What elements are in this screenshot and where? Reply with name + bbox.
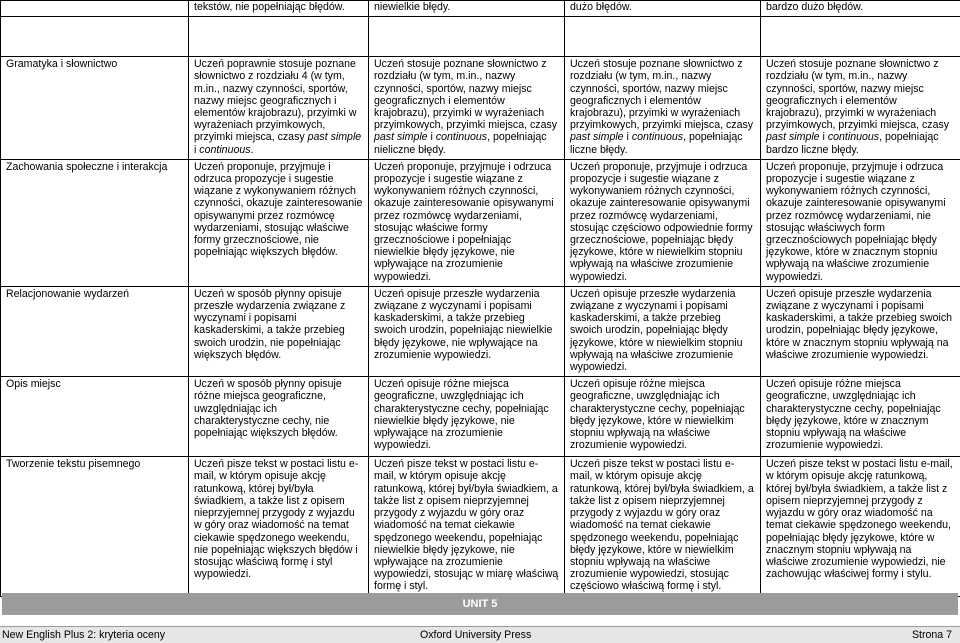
cell-text: Uczeń poprawnie stosuje poznane słownictwo z rozdziału 4 (w tym, m.in., nazwy czynności, sportów, nazwy miejsc geograficznych i elementów krajobrazu), przyimki w wyrażeniach przyimkowych, przyimki miejsca, czasy — [194, 58, 357, 144]
cell-text: Uczeń pisze tekst w postaci listu e-mail, w którym opisuje akcję ratunkową, której był/była świadkiem, a także list z opisem nieprzyjemnej przygody z wyjazdu w góry oraz wiadomość na temat ciekawie spędzonego weekendu, popełniając niewielkie błędy językowe, nie wpływające na zrozumienie wypowiedzi, stosując w miarę właściwą formę i styl. — [374, 458, 559, 593]
header-cell-grade-4: bardzo dużo błędów. — [761, 1, 960, 17]
criteria-cell — [565, 159, 761, 286]
cell-text: Uczeń stosuje poznane słownictwo z rozdziału (w tym, m.in., nazwy czynności, sportów, nazwy miejsc geograficznych i elementów krajobrazu), przyimki w wyrażeniach przyimkowych, przyimki miejsca, czasy — [570, 58, 754, 132]
spacer-cell — [1, 17, 189, 57]
cell-text: Uczeń opisuje różne miejsca geograficzne, uwzględniając ich charakterystyczne cechy, popełniając błędy językowe, które w niewielkim stopniu wpływają na właściwe zrozumienie wypowiedzi. — [570, 378, 745, 452]
header-row — [1, 1, 960, 17]
cell-text: i — [819, 131, 828, 144]
criteria-cell — [189, 57, 369, 160]
criteria-cell — [189, 457, 369, 596]
spacer-cell — [369, 17, 565, 57]
cell-text: . — [250, 143, 254, 156]
criteria-table-body — [1, 1, 960, 597]
criteria-cell — [761, 57, 960, 160]
italic-term: continuous — [827, 131, 880, 144]
criteria-cell — [369, 286, 565, 376]
criteria-category: Gramatyka i słownictwo — [1, 57, 189, 160]
cell-text: Uczeń opisuje przeszłe wydarzenia związane z wyczynami i popisami kaskaderskimi, a także przebieg swoich urodzin, popełniając błędy językowe, które w znacznym stopniu wpływają na właściwe zrozumienie wypowiedzi. — [766, 287, 953, 361]
italic-term: continuous — [631, 131, 684, 144]
italic-term: past simple — [307, 131, 362, 144]
criteria-cell — [565, 57, 761, 160]
criteria-cell — [761, 286, 960, 376]
cell-text: , popełniając liczne błędy. — [570, 131, 743, 156]
header-cell-category — [1, 1, 189, 17]
criteria-cell — [369, 457, 565, 596]
criteria-category: Relacjonowanie wydarzeń — [1, 286, 189, 376]
italic-term: continuous — [199, 143, 251, 156]
criteria-cell — [189, 159, 369, 286]
header-cell-grade-2: niewielkie błędy. — [369, 1, 565, 17]
cell-text: Uczeń opisuje różne miejsca geograficzne, uwzględniając ich charakterystyczne cechy, popełniając błędy językowe, które w znacznym stopniu wpływają na właściwe zrozumienie wypowiedzi. — [766, 378, 941, 452]
criteria-cell — [189, 286, 369, 376]
footer-page-number: Strona 7 — [911, 629, 952, 641]
criteria-cell — [761, 159, 960, 286]
criteria-row — [1, 57, 960, 160]
criteria-cell — [565, 286, 761, 376]
cell-text: Uczeń pisze tekst w postaci listu e-mail, w którym opisuje akcję ratunkową, której był/była świadkiem, a także list z opisem nieprzyjemnej przygody z wyjazdu w góry oraz wiadomość na temat ciekawie spędzonego weekendu, popełniając błędy językowe, które w znacznym stopniu wpływają na właściwe zrozumienie wypowiedzi, nie zachowując właściwej formy i stylu. — [766, 458, 953, 581]
cell-text: i — [427, 131, 436, 144]
cell-text: Uczeń proponuje, przyjmuje i odrzuca propozycje i sugestie wiązane z wykonywaniem różnych czynności, okazuje zainteresowanie opisywanymi przez rozmówcę wydarzeniami, stosując właściwe formy grzecznościowe i popełniając niewielkie błędy językowe, nie wpływające na zrozumienie wypowiedzi. — [374, 160, 554, 283]
cell-text: Uczeń pisze tekst w postaci listu e-mail, w którym opisuje akcję ratunkową, której był/była świadkiem, a także list z opisem nieprzyjemnej przygody z wyjazdu w góry oraz wiadomość na temat ciekawie spędzonego weekendu, popełniając błędy językowe, które w niewielkim stopniu wpływają na właściwe zrozumienie wypowiedzi, stosując częściowo właściwą formę i styl. — [570, 458, 754, 593]
cell-text: Uczeń pisze tekst w postaci listu e-mail, w którym opisuje akcję ratunkową, której był/była świadkiem, a także list z opisem nieprzyjemnej przygody z wyjazdu w góry oraz wiadomość na temat ciekawie spędzonego weekendu, nie popełniając większych błędów i stosując właściwą formę i styl wypowiedzi. — [194, 458, 359, 581]
criteria-cell — [565, 457, 761, 596]
footer-title: New English Plus 2: kryteria oceny — [2, 629, 166, 641]
header-cell-grade-1: tekstów, nie popełniając błędów. — [189, 1, 369, 17]
criteria-row — [1, 159, 960, 286]
criteria-cell — [189, 377, 369, 457]
cell-text: , popełniając bardzo liczne błędy. — [766, 131, 939, 156]
spacer-cell — [189, 17, 369, 57]
spacer-row — [1, 17, 960, 57]
criteria-cell — [369, 377, 565, 457]
italic-term: past simple — [766, 131, 820, 144]
italic-term: continuous — [435, 131, 488, 144]
criteria-cell — [369, 159, 565, 286]
criteria-cell — [565, 377, 761, 457]
criteria-cell — [761, 377, 960, 457]
cell-text: Uczeń w sposób płynny opisuje przeszłe wydarzenia związane z wyczynami i popisami kaskaderskimi, a także przebieg swoich urodzin, nie popełniając większych błędów. — [194, 287, 346, 361]
cell-text: Uczeń stosuje poznane słownictwo z rozdziału (w tym, m.in., nazwy czynności, sportów, nazwy miejsc geograficznych i elementów krajobrazu), przyimki w wyrażeniach przyimkowych, przyimki miejsca, czasy — [374, 58, 558, 132]
cell-text: Uczeń proponuje, przyjmuje i odrzuca propozycje i sugestie wiązane z wykonywaniem różnych czynności, okazuje zainteresowanie opisywanymi przez rozmówcę wydarzeniami, stosując właściwe formy grzecznościowe, nie popełniając większych błędów. — [194, 160, 363, 259]
cell-text: Uczeń proponuje, przyjmuje i odrzuca propozycje i sugestie wiązane z wykonywaniem różnych czynności, okazuje zainteresowanie opisywanymi przez rozmówcę wydarzeniami, nie stosując właściwych form grzecznościowych popełniając błędy językowe, które w znacznym stopniu wpływają na właściwe zrozumienie wypowiedzi. — [766, 160, 946, 283]
cell-text: Uczeń opisuje przeszłe wydarzenia związane z wyczynami i popisami kaskaderskimi, a także przebieg swoich urodzin, popełniając błędy językowe, które w niewielkim stopniu wpływają na właściwe zrozumienie wypowiedzi. — [570, 287, 743, 374]
criteria-cell — [369, 57, 565, 160]
criteria-category: Opis miejsc — [1, 377, 189, 457]
criteria-row — [1, 457, 960, 596]
spacer-cell — [565, 17, 761, 57]
criteria-category: Zachowania społeczne i interakcja — [1, 159, 189, 286]
spacer-cell — [761, 17, 960, 57]
cell-text: Uczeń opisuje przeszłe wydarzenia związane z wyczynami i popisami kaskaderskimi, a także przebieg swoich urodzin, popełniając niewielkie błędy językowe, nie wpływające na zrozumienie wypowiedzi. — [374, 287, 553, 361]
criteria-category: Tworzenie tekstu pisemnego — [1, 457, 189, 596]
cell-text: Uczeń w sposób płynny opisuje różne miejsca geograficzne, uwzględniając ich charakterystyczne cechy, nie popełniając większych błędów. — [194, 378, 342, 440]
criteria-row — [1, 286, 960, 376]
italic-term: past simple — [570, 131, 624, 144]
italic-term: past simple — [374, 131, 428, 144]
cell-text: i — [623, 131, 632, 144]
header-cell-grade-3: dużo błędów. — [565, 1, 761, 17]
page-footer — [0, 627, 960, 643]
criteria-cell — [761, 457, 960, 596]
criteria-row — [1, 377, 960, 457]
cell-text: , popełniając nieliczne błędy. — [374, 131, 547, 156]
cell-text: i — [194, 143, 200, 156]
cell-text: Uczeń opisuje różne miejsca geograficzne, uwzględniając ich charakterystyczne cechy, popełniając niewielkie błędy językowe, nie wpływające na zrozumienie wypowiedzi. — [374, 378, 549, 452]
cell-text: Uczeń proponuje, przyjmuje i odrzuca propozycje i sugestie wiązane z wykonywaniem różnych czynności, okazuje zainteresowanie opisywanymi przez rozmówcę wydarzeniami, stosując częściowo odpowiednie formy grzecznościowe, popełniając błędy językowe, które w niewielkim stopniu wpływają na właściwe zrozumienie wypowiedzi. — [570, 160, 753, 283]
cell-text: Uczeń stosuje poznane słownictwo z rozdziału (w tym, m.in., nazwy czynności, sportów, nazwy miejsc geograficznych i elementów krajobrazu), przyimki w wyrażeniach przyimkowych, przyimki miejsca, czasy — [766, 58, 950, 132]
footer-publisher: Oxford University Press — [420, 629, 532, 641]
unit-banner: UNIT 5 — [2, 593, 958, 615]
